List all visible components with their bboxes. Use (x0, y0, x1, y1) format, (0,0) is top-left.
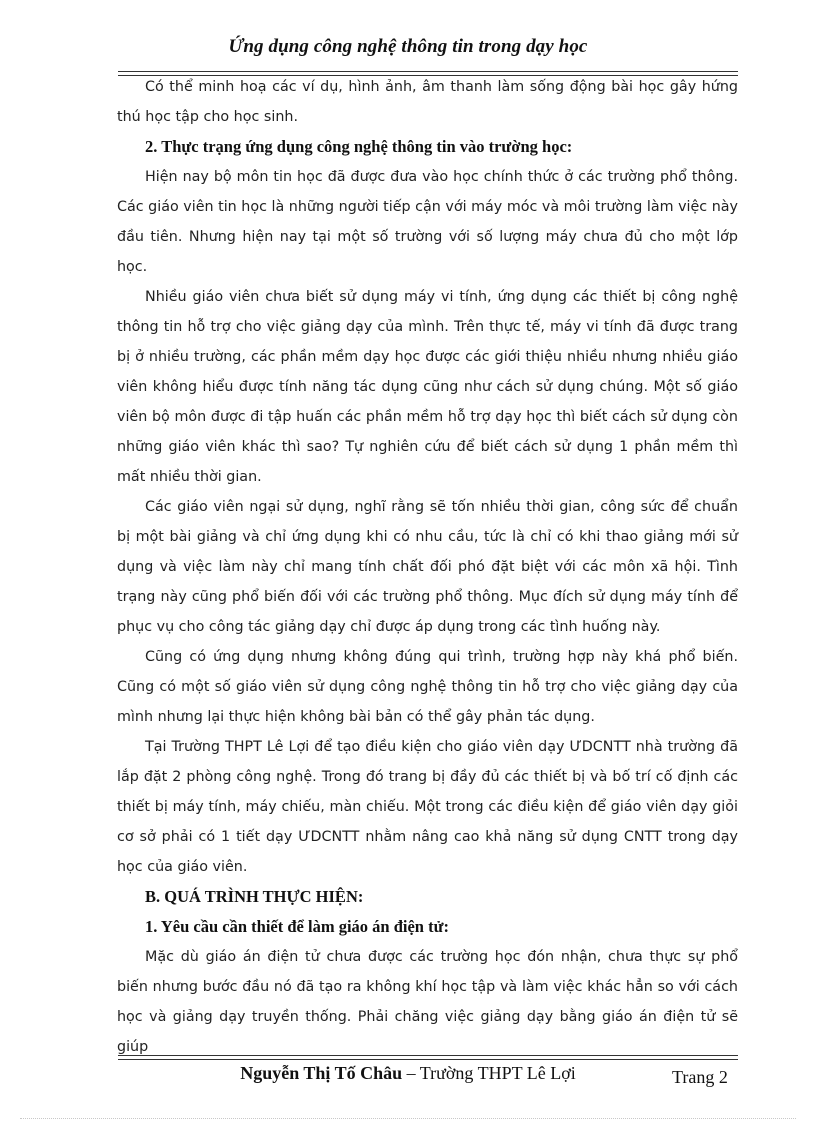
author-school: – Trường THPT Lê Lợi (402, 1063, 576, 1083)
page-number: Trang 2 (672, 1067, 728, 1087)
footer-rule-bottom (118, 1059, 738, 1060)
footer-rule-top (118, 1055, 738, 1056)
paragraph: Các giáo viên ngại sử dụng, nghĩ rằng sẽ tốn nhiều thời gian, công sức để chuẩn bị một bài giảng và chỉ ứng dụng khi có nhu cầu, tức là chỉ có khi thao giảng mới sử dụng và việc làm này chỉ mang tính chất đối phó đặt biệt với các môn xã hội. Tình trạng này cũng phổ biến đối với các trường phổ thông. Mục đích sử dụng máy tính để phục vụ cho công tác giảng dạy chỉ được áp dụng trong các tình huống này. (117, 499, 738, 635)
section-heading: B. QUÁ TRÌNH THỰC HIỆN: (145, 887, 364, 906)
author-name: Nguyễn Thị Tố Châu (240, 1063, 403, 1083)
paragraph: Mặc dù giáo án điện tử chưa được các trường học đón nhận, chưa thực sự phổ biến nhưng bước đầu nó đã tạo ra không khí học tập và làm việc khác hẳn so với cách học và giảng dạy truyền thống. Phải chăng việc giảng dạy bằng giáo án điện tử sẽ giúp (117, 949, 738, 1055)
paragraph: Có thể minh hoạ các ví dụ, hình ảnh, âm thanh làm sống động bài học gây hứng thú học tập cho học sinh. (117, 79, 738, 125)
paragraph: Hiện nay bộ môn tin học đã được đưa vào học chính thức ở các trường phổ thông. Các giáo viên tin học là những người tiếp cận với máy móc và môi trường làm việc này đầu tiên. Nhưng hiện nay tại một số trường với số lượng máy chưa đủ cho một lớp học. (117, 169, 738, 275)
paragraph: Tại Trường THPT Lê Lợi để tạo điều kiện cho giáo viên dạy ƯDCNTT nhà trường đã lắp đặt 2 phòng công nghệ. Trong đó trang bị đầy đủ các thiết bị và bố trí cố định các thiết bị máy tính, máy chiếu, màn chiếu. Một trong các điều kiện để giáo viên dạy giỏi cơ sở phải có 1 tiết dạy ƯDCNTT nhằm nâng cao khả năng sử dụng CNTT trong dạy học của giáo viên. (117, 739, 738, 875)
document-body (117, 72, 738, 1062)
footer-author (118, 1063, 698, 1084)
section-heading: 2. Thực trạng ứng dụng công nghệ thông tin vào trường học: (145, 137, 573, 156)
paragraph: Nhiều giáo viên chưa biết sử dụng máy vi tính, ứng dụng các thiết bị công nghệ thông tin hỗ trợ cho việc giảng dạy của mình. Trên thực tế, máy vi tính đã được trang bị ở nhiều trường, các phần mềm dạy học được các giới thiệu nhiều nhưng nhiều giáo viên không hiểu được tính năng tác dụng cũng như cách sử dụng chúng. Một số giáo viên bộ môn được đi tập huấn các phần mềm hỗ trợ dạy học thì biết cách sử dụng còn những giáo viên khác thì sao? Tự nghiên cứu để biết cách sử dụng 1 phần mềm thì mất nhiều thời gian. (117, 289, 738, 485)
paragraph: Cũng có ứng dụng nhưng không đúng qui trình, trường hợp này khá phổ biến. Cũng có một số giáo viên sử dụng công nghệ thông tin hỗ trợ cho việc giảng dạy của mình nhưng lại thực hiện không bài bản có thể gây phản tác dụng. (117, 649, 738, 725)
page-header-title: Ứng dụng công nghệ thông tin trong dạy học (228, 36, 588, 57)
page-edge (20, 1118, 796, 1119)
section-heading: 1. Yêu cầu cần thiết để làm giáo án điện tử: (145, 917, 449, 936)
